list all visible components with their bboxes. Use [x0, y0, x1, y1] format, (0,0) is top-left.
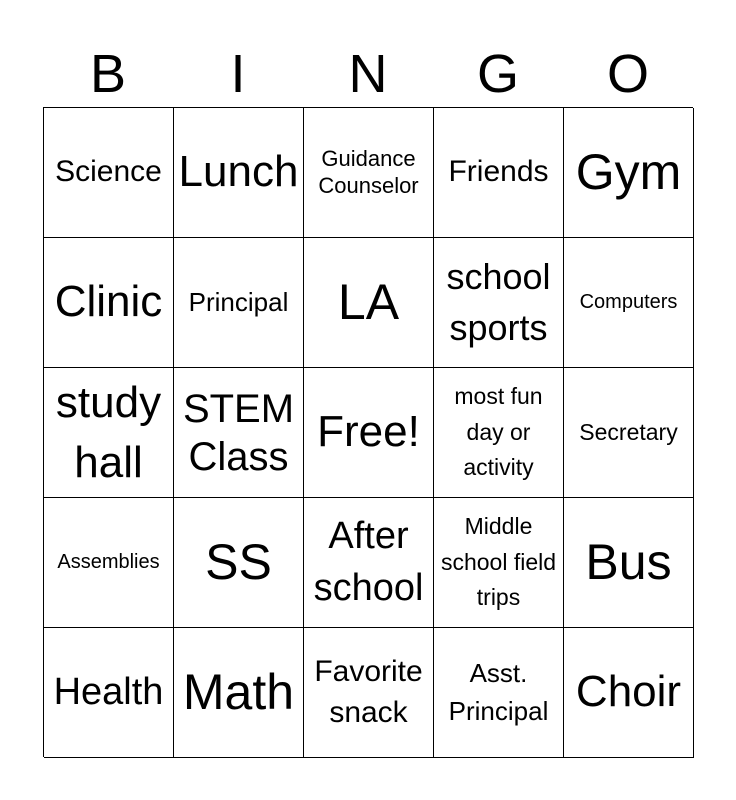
bingo-cell-science[interactable] [44, 108, 174, 238]
bingo-cell-after-school[interactable] [304, 498, 434, 628]
bingo-cell-computers[interactable] [564, 238, 694, 368]
header-letter-b: B [89, 44, 127, 104]
header-letter-i: I [230, 44, 246, 104]
cell-label: Science [55, 155, 162, 189]
bingo-cell-middle-school-field-trips[interactable] [434, 498, 564, 628]
cell-label: Principal [188, 286, 289, 317]
cell-label: Choir [575, 667, 682, 717]
cell-label: study hall [55, 378, 162, 487]
cell-label: STEM Class [182, 386, 295, 479]
bingo-cell-asst-principal[interactable] [434, 628, 564, 758]
cell-label: Friends [448, 155, 549, 189]
cell-label: Free! [317, 407, 420, 457]
bingo-cell-choir[interactable] [564, 628, 694, 758]
cell-label: After school [313, 515, 424, 609]
cell-label: Clinic [54, 277, 163, 327]
cell-label: LA [337, 274, 400, 331]
header-letter-n: N [348, 44, 388, 104]
bingo-board [43, 107, 693, 757]
bingo-cell-friends[interactable] [434, 108, 564, 238]
bingo-header [43, 42, 693, 106]
cell-label: Bus [585, 534, 672, 591]
cell-label: SS [205, 534, 272, 591]
cell-label: Secretary [579, 418, 678, 445]
bingo-cell-favorite-snack[interactable] [304, 628, 434, 758]
bingo-cell-school-sports[interactable] [434, 238, 564, 368]
cell-label: Lunch [178, 147, 299, 197]
cell-label: Gym [575, 144, 682, 201]
bingo-cell-stem-class[interactable] [174, 368, 304, 498]
header-letter-o: O [606, 44, 649, 104]
cell-label: Computers [579, 291, 678, 313]
header-letter-g: G [476, 44, 519, 104]
cell-label: Guidance Counselor [318, 146, 419, 198]
bingo-cell-free[interactable] [304, 368, 434, 498]
cell-label: Middle school field trips [440, 513, 557, 611]
bingo-cell-secretary[interactable] [564, 368, 694, 498]
cell-label: Health [53, 670, 164, 713]
bingo-cell-math[interactable] [174, 628, 304, 758]
cell-label: most fun day or activity [454, 383, 543, 481]
bingo-cell-bus[interactable] [564, 498, 694, 628]
cell-label: Favorite snack [314, 655, 423, 729]
bingo-cell-la[interactable] [304, 238, 434, 368]
cell-label: Assemblies [57, 551, 160, 573]
bingo-cell-lunch[interactable] [174, 108, 304, 238]
bingo-cell-gym[interactable] [564, 108, 694, 238]
bingo-cell-guidance-counselor[interactable] [304, 108, 434, 238]
cell-label: Asst. Principal [448, 657, 549, 726]
bingo-cell-study-hall[interactable] [44, 368, 174, 498]
bingo-cell-health[interactable] [44, 628, 174, 758]
cell-label: school sports [446, 256, 551, 348]
bingo-cell-assemblies[interactable] [44, 498, 174, 628]
bingo-cell-principal[interactable] [174, 238, 304, 368]
bingo-cell-clinic[interactable] [44, 238, 174, 368]
bingo-cell-ss[interactable] [174, 498, 304, 628]
bingo-cell-most-fun-day[interactable] [434, 368, 564, 498]
cell-label: Math [182, 664, 295, 721]
